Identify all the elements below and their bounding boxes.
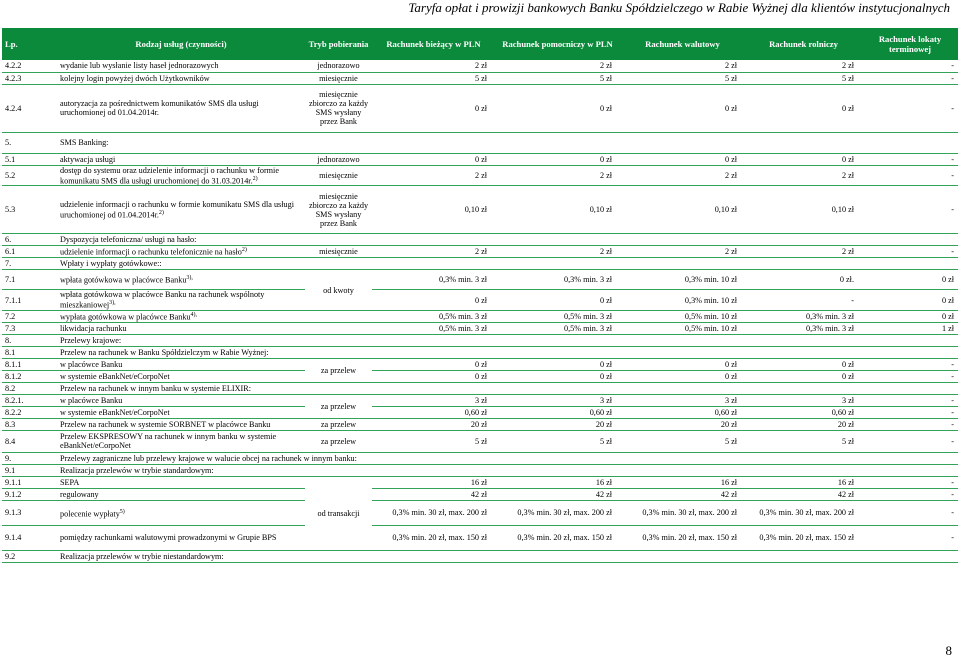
cell-name-text: wypłata gotówkowa w placówce Banku bbox=[60, 312, 191, 322]
cell-value: 16 zł bbox=[620, 476, 745, 488]
cell-lp: 5. bbox=[2, 132, 57, 153]
cell-section-title: Przelew na rachunek w innym banku w systemie ELIXIR: bbox=[57, 382, 958, 394]
cell-value: 5 zł bbox=[620, 72, 745, 84]
cell-value: 20 zł bbox=[372, 418, 495, 430]
section-row bbox=[2, 258, 958, 270]
cell-name-text: SEPA bbox=[60, 477, 80, 487]
cell-name bbox=[57, 500, 305, 525]
table-row bbox=[2, 60, 958, 72]
cell-value: 0,5% min. 3 zł bbox=[372, 310, 495, 322]
cell-lp: 4.2.2 bbox=[2, 60, 57, 72]
cell-name bbox=[57, 310, 305, 322]
cell-value-lokaty: - bbox=[862, 406, 958, 418]
cell-name bbox=[57, 476, 305, 488]
cell-tryb: miesięcznie bbox=[305, 165, 372, 186]
section-row bbox=[2, 132, 958, 153]
header-lokaty: Rachunek lokaty terminowej bbox=[862, 28, 958, 60]
cell-value: 2 zł bbox=[620, 165, 745, 186]
cell-value: 42 zł bbox=[620, 488, 745, 500]
cell-value: 0,3% min. 30 zł, max. 200 zł bbox=[745, 500, 862, 525]
cell-lp: 7.1.1 bbox=[2, 290, 57, 311]
cell-value: 0,3% min. 30 zł, max. 200 zł bbox=[620, 500, 745, 525]
cell-value: 5 zł bbox=[620, 430, 745, 452]
cell-lp: 8.3 bbox=[2, 418, 57, 430]
cell-value-lokaty: - bbox=[862, 153, 958, 165]
table-row bbox=[2, 488, 958, 500]
cell-value: 0 zł bbox=[372, 290, 495, 311]
table-row bbox=[2, 500, 958, 525]
cell-name-text: regulowany bbox=[60, 489, 99, 499]
cell-value: 0,10 zł bbox=[745, 186, 862, 234]
cell-value-lokaty: - bbox=[862, 476, 958, 488]
cell-name-text: w placówce Banku bbox=[60, 359, 123, 369]
cell-value-lokaty: - bbox=[862, 358, 958, 370]
cell-lp: 8.1.1 bbox=[2, 358, 57, 370]
footnote-marker: 3), bbox=[186, 275, 193, 282]
cell-section-title: Realizacja przelewów w trybie niestandardowym: bbox=[57, 550, 958, 562]
cell-tryb bbox=[305, 310, 372, 322]
cell-lp: 9.1.2 bbox=[2, 488, 57, 500]
cell-value: 0,10 zł bbox=[372, 186, 495, 234]
header-walutowy: Rachunek walutowy bbox=[620, 28, 745, 60]
cell-section-title: SMS Banking: bbox=[57, 132, 958, 153]
cell-tryb: za przelew bbox=[305, 394, 372, 418]
cell-value: 0,3% min. 10 zł bbox=[620, 270, 745, 290]
section-row bbox=[2, 234, 958, 246]
cell-value: 0 zł bbox=[620, 84, 745, 132]
cell-value: - bbox=[745, 290, 862, 311]
cell-value: 0 zł bbox=[372, 153, 495, 165]
table-row bbox=[2, 370, 958, 382]
cell-section-title: Dyspozycja telefoniczna/ usługi na hasło: bbox=[57, 234, 958, 246]
cell-value: 2 zł bbox=[620, 246, 745, 258]
cell-name-text: Przelew EKSPRESOWY na rachunek w innym banku w systemie eBankNet/eCorpoNet bbox=[60, 432, 277, 451]
cell-name-text: pomiędzy rachunkami walutowymi prowadzonymi w Grupie BPS bbox=[60, 533, 277, 543]
cell-value: 0,5% min. 10 zł bbox=[620, 322, 745, 334]
cell-value-lokaty: - bbox=[862, 394, 958, 406]
table-row bbox=[2, 165, 958, 186]
table-row bbox=[2, 84, 958, 132]
cell-lp: 9.1 bbox=[2, 464, 57, 476]
cell-value: 0 zł bbox=[495, 358, 620, 370]
cell-name bbox=[57, 394, 305, 406]
cell-lp: 8.4 bbox=[2, 430, 57, 452]
cell-value: 5 zł bbox=[745, 430, 862, 452]
cell-section-title: Przelew na rachunek w Banku Spółdzielczym w Rabie Wyżnej: bbox=[57, 346, 958, 358]
cell-tryb: jednorazowo bbox=[305, 153, 372, 165]
cell-value-lokaty: - bbox=[862, 246, 958, 258]
cell-name-text: aktywacja usługi bbox=[60, 154, 116, 164]
cell-value: 16 zł bbox=[745, 476, 862, 488]
cell-tryb: za przelew bbox=[305, 418, 372, 430]
cell-value-lokaty: - bbox=[862, 165, 958, 186]
cell-name bbox=[57, 186, 305, 234]
cell-value: 0,3% min. 30 zł, max. 200 zł bbox=[372, 500, 495, 525]
cell-value: 0,3% min. 20 zł, max. 150 zł bbox=[620, 525, 745, 550]
cell-name-text: udzielenie informacji o rachunku w formie komunikatu SMS dla usługi uruchomionej od 01.04.2014r. bbox=[60, 199, 294, 220]
cell-name-text: likwidacja rachunku bbox=[60, 323, 127, 333]
cell-name-text: dostęp do systemu oraz udzielenie informacji o rachunku w formie komunikatu SMS dla usługi uruchomionej do 31.03.2014r. bbox=[60, 165, 279, 186]
cell-lp: 9.1.1 bbox=[2, 476, 57, 488]
tariff-table bbox=[2, 28, 958, 563]
cell-section-title: Przelewy krajowe: bbox=[57, 334, 958, 346]
cell-tryb: za przelew bbox=[305, 430, 372, 452]
cell-value: 0 zł bbox=[495, 84, 620, 132]
cell-value: 0,3% min. 30 zł, max. 200 zł bbox=[495, 500, 620, 525]
cell-lp: 5.3 bbox=[2, 186, 57, 234]
footnote-marker: 3), bbox=[109, 300, 116, 307]
cell-tryb: jednorazowo bbox=[305, 60, 372, 72]
table-row bbox=[2, 430, 958, 452]
cell-name bbox=[57, 290, 305, 311]
header-pomocniczy: Rachunek pomocniczy w PLN bbox=[495, 28, 620, 60]
cell-value: 0,5% min. 3 zł bbox=[372, 322, 495, 334]
cell-tryb: od transakcji bbox=[305, 476, 372, 550]
cell-value: 16 zł bbox=[495, 476, 620, 488]
cell-lp: 8.1 bbox=[2, 346, 57, 358]
cell-tryb: miesięcznie bbox=[305, 246, 372, 258]
cell-lp: 9. bbox=[2, 452, 57, 464]
cell-name bbox=[57, 430, 305, 452]
cell-name-text: w systemie eBankNet/eCorpoNet bbox=[60, 407, 170, 417]
cell-value: 2 zł bbox=[495, 165, 620, 186]
cell-value-lokaty: 0 zł bbox=[862, 270, 958, 290]
cell-value: 0 zł bbox=[620, 358, 745, 370]
cell-value: 0 zł. bbox=[745, 270, 862, 290]
cell-lp: 7.2 bbox=[2, 310, 57, 322]
cell-lp: 4.2.4 bbox=[2, 84, 57, 132]
cell-lp: 7.3 bbox=[2, 322, 57, 334]
cell-name bbox=[57, 84, 305, 132]
table-row bbox=[2, 246, 958, 258]
cell-value: 2 zł bbox=[495, 246, 620, 258]
cell-value: 16 zł bbox=[372, 476, 495, 488]
cell-value: 5 zł bbox=[372, 430, 495, 452]
cell-tryb: miesięcznie bbox=[305, 72, 372, 84]
table-row bbox=[2, 394, 958, 406]
section-row bbox=[2, 346, 958, 358]
cell-value: 3 zł bbox=[745, 394, 862, 406]
cell-lp: 5.2 bbox=[2, 165, 57, 186]
cell-name-text: autoryzacja za pośrednictwem komunikatów SMS dla usługi uruchomionej od 01.04.2014r. bbox=[60, 99, 259, 117]
cell-value: 0 zł bbox=[620, 370, 745, 382]
cell-value: 2 zł bbox=[745, 60, 862, 72]
table-header-row bbox=[2, 28, 958, 60]
cell-value-lokaty: - bbox=[862, 500, 958, 525]
cell-value-lokaty: - bbox=[862, 72, 958, 84]
cell-value: 0 zł bbox=[372, 84, 495, 132]
cell-name bbox=[57, 418, 305, 430]
cell-value: 20 zł bbox=[745, 418, 862, 430]
cell-value-lokaty: - bbox=[862, 370, 958, 382]
cell-name bbox=[57, 525, 305, 550]
cell-value: 0,3% min. 20 zł, max. 150 zł bbox=[372, 525, 495, 550]
section-row bbox=[2, 464, 958, 476]
cell-value-lokaty: - bbox=[862, 488, 958, 500]
cell-value: 3 zł bbox=[372, 394, 495, 406]
cell-value: 2 zł bbox=[745, 246, 862, 258]
cell-value: 0,3% min. 10 zł bbox=[620, 290, 745, 311]
cell-lp: 4.2.3 bbox=[2, 72, 57, 84]
cell-name bbox=[57, 270, 305, 290]
cell-value: 0,60 zł bbox=[620, 406, 745, 418]
cell-value: 42 zł bbox=[745, 488, 862, 500]
cell-name bbox=[57, 322, 305, 334]
cell-value: 2 zł bbox=[372, 246, 495, 258]
cell-lp: 8.2.1. bbox=[2, 394, 57, 406]
cell-value: 42 zł bbox=[372, 488, 495, 500]
cell-name bbox=[57, 406, 305, 418]
cell-value: 0 zł bbox=[745, 358, 862, 370]
cell-tryb: za przelew bbox=[305, 358, 372, 382]
cell-lp: 8. bbox=[2, 334, 57, 346]
cell-section-title: Przelewy zagraniczne lub przelewy krajowe w walucie obcej na rachunek w innym banku: bbox=[57, 452, 958, 464]
cell-value: 0 zł bbox=[495, 153, 620, 165]
cell-value: 0 zł bbox=[745, 153, 862, 165]
cell-value: 0,10 zł bbox=[495, 186, 620, 234]
header-biezacy: Rachunek bieżący w PLN bbox=[372, 28, 495, 60]
cell-lp: 6.1 bbox=[2, 246, 57, 258]
cell-value: 0,5% min. 3 zł bbox=[495, 310, 620, 322]
cell-value: 5 zł bbox=[372, 72, 495, 84]
table-row bbox=[2, 270, 958, 290]
cell-value: 2 zł bbox=[745, 165, 862, 186]
table-row bbox=[2, 418, 958, 430]
cell-section-title: Wpłaty i wypłaty gotówkowe:: bbox=[57, 258, 958, 270]
cell-lp: 8.2.2 bbox=[2, 406, 57, 418]
cell-lp: 9.1.3 bbox=[2, 500, 57, 525]
cell-value: 3 zł bbox=[620, 394, 745, 406]
cell-name bbox=[57, 246, 305, 258]
cell-value: 2 zł bbox=[620, 60, 745, 72]
cell-value-lokaty: - bbox=[862, 60, 958, 72]
cell-name-text: polecenie wypłaty bbox=[60, 509, 120, 519]
cell-value: 0 zł bbox=[745, 84, 862, 132]
cell-value: 0,3% min. 3 zł bbox=[372, 270, 495, 290]
cell-value: 0 zł bbox=[372, 358, 495, 370]
cell-value: 0 zł bbox=[745, 370, 862, 382]
cell-value: 5 zł bbox=[745, 72, 862, 84]
cell-name-text: w placówce Banku bbox=[60, 395, 123, 405]
cell-value: 20 zł bbox=[495, 418, 620, 430]
table-row bbox=[2, 322, 958, 334]
cell-name bbox=[57, 358, 305, 370]
cell-tryb: miesięcznie zbiorczo za każdy SMS wysłany przez Bank bbox=[305, 84, 372, 132]
footnote-marker: 4), bbox=[190, 312, 198, 319]
cell-name bbox=[57, 370, 305, 382]
cell-tryb: od kwoty bbox=[305, 270, 372, 311]
cell-value: 0,60 zł bbox=[372, 406, 495, 418]
cell-lp: 8.2 bbox=[2, 382, 57, 394]
cell-value: 2 zł bbox=[495, 60, 620, 72]
cell-value: 0 zł bbox=[372, 370, 495, 382]
cell-name bbox=[57, 60, 305, 72]
header-tryb: Tryb pobierania bbox=[305, 28, 372, 60]
cell-value: 3 zł bbox=[495, 394, 620, 406]
cell-tryb: miesięcznie zbiorczo za każdy SMS wysłany przez Bank bbox=[305, 186, 372, 234]
section-row bbox=[2, 550, 958, 562]
cell-value: 5 zł bbox=[495, 430, 620, 452]
cell-name-text: w systemie eBankNet/eCorpoNet bbox=[60, 371, 170, 381]
table-row bbox=[2, 476, 958, 488]
cell-lp: 7.1 bbox=[2, 270, 57, 290]
footnote-marker: 2) bbox=[241, 247, 247, 254]
cell-lp: 8.1.2 bbox=[2, 370, 57, 382]
cell-name-text: wpłata gotówkowa w placówce Banku bbox=[60, 276, 187, 286]
cell-value: 0 zł bbox=[495, 370, 620, 382]
footnote-marker: 5) bbox=[119, 508, 125, 515]
cell-value: 0,5% min. 3 zł bbox=[495, 322, 620, 334]
cell-name-text: wydanie lub wysłanie listy haseł jednorazowych bbox=[60, 61, 219, 71]
cell-name bbox=[57, 153, 305, 165]
cell-value-lokaty: - bbox=[862, 418, 958, 430]
footnote-marker: 2) bbox=[158, 209, 164, 216]
table-row bbox=[2, 290, 958, 311]
cell-value: 5 zł bbox=[495, 72, 620, 84]
cell-section-title: Realizacja przelewów w trybie standardowym: bbox=[57, 464, 958, 476]
cell-value: 0,3% min. 3 zł bbox=[495, 270, 620, 290]
cell-value: 20 zł bbox=[620, 418, 745, 430]
cell-value-lokaty: 0 zł bbox=[862, 310, 958, 322]
section-row bbox=[2, 382, 958, 394]
cell-value: 0,3% min. 3 zł bbox=[745, 310, 862, 322]
cell-value-lokaty: 1 zł bbox=[862, 322, 958, 334]
cell-lp: 9.2 bbox=[2, 550, 57, 562]
table-row bbox=[2, 358, 958, 370]
table-row bbox=[2, 525, 958, 550]
cell-value: 0 zł bbox=[620, 153, 745, 165]
cell-lp: 6. bbox=[2, 234, 57, 246]
cell-lp: 9.1.4 bbox=[2, 525, 57, 550]
cell-value: 0,3% min. 20 zł, max. 150 zł bbox=[495, 525, 620, 550]
table-row bbox=[2, 310, 958, 322]
cell-name bbox=[57, 165, 305, 186]
cell-lp: 7. bbox=[2, 258, 57, 270]
cell-value: 0,3% min. 3 zł bbox=[745, 322, 862, 334]
cell-value-lokaty: - bbox=[862, 84, 958, 132]
cell-value: 42 zł bbox=[495, 488, 620, 500]
cell-name-text: Przelew na rachunek w systemie SORBNET w placówce Banku bbox=[60, 419, 271, 429]
cell-lp: 5.1 bbox=[2, 153, 57, 165]
table-row bbox=[2, 186, 958, 234]
table-row bbox=[2, 153, 958, 165]
table-row bbox=[2, 72, 958, 84]
page-number: 8 bbox=[945, 643, 952, 658]
cell-value-lokaty: 0 zł bbox=[862, 290, 958, 311]
cell-name-text: wpłata gotówkowa w placówce Banku na rachunek wspólnoty mieszkaniowej bbox=[60, 290, 265, 310]
header-rolniczy: Rachunek rolniczy bbox=[745, 28, 862, 60]
cell-name-text: udzielenie informacji o rachunku telefonicznie na hasło bbox=[60, 248, 242, 258]
cell-value-lokaty: - bbox=[862, 430, 958, 452]
cell-value: 0,60 zł bbox=[495, 406, 620, 418]
cell-value: 0,5% min. 10 zł bbox=[620, 310, 745, 322]
cell-tryb bbox=[305, 322, 372, 334]
section-row bbox=[2, 452, 958, 464]
cell-value: 0,10 zł bbox=[620, 186, 745, 234]
cell-value: 0 zł bbox=[495, 290, 620, 311]
footnote-marker: 2) bbox=[252, 175, 258, 182]
cell-value-lokaty: - bbox=[862, 525, 958, 550]
cell-name bbox=[57, 72, 305, 84]
cell-value: 0,3% min. 20 zł, max. 150 zł bbox=[745, 525, 862, 550]
cell-value: 0,60 zł bbox=[745, 406, 862, 418]
cell-name-text: kolejny login powyżej dwóch Użytkowników bbox=[60, 73, 210, 83]
table-row bbox=[2, 406, 958, 418]
cell-value: 2 zł bbox=[372, 60, 495, 72]
header-rodzaj: Rodzaj usług (czynności) bbox=[57, 28, 305, 60]
header-lp: Lp. bbox=[2, 28, 57, 60]
document-title: Taryfa opłat i prowizji bankowych Banku Spółdzielczego w Rabie Wyżnej dla klientów instytucjonalnych bbox=[408, 0, 950, 15]
cell-value: 2 zł bbox=[372, 165, 495, 186]
cell-name bbox=[57, 488, 305, 500]
section-row bbox=[2, 334, 958, 346]
cell-value-lokaty: - bbox=[862, 186, 958, 234]
